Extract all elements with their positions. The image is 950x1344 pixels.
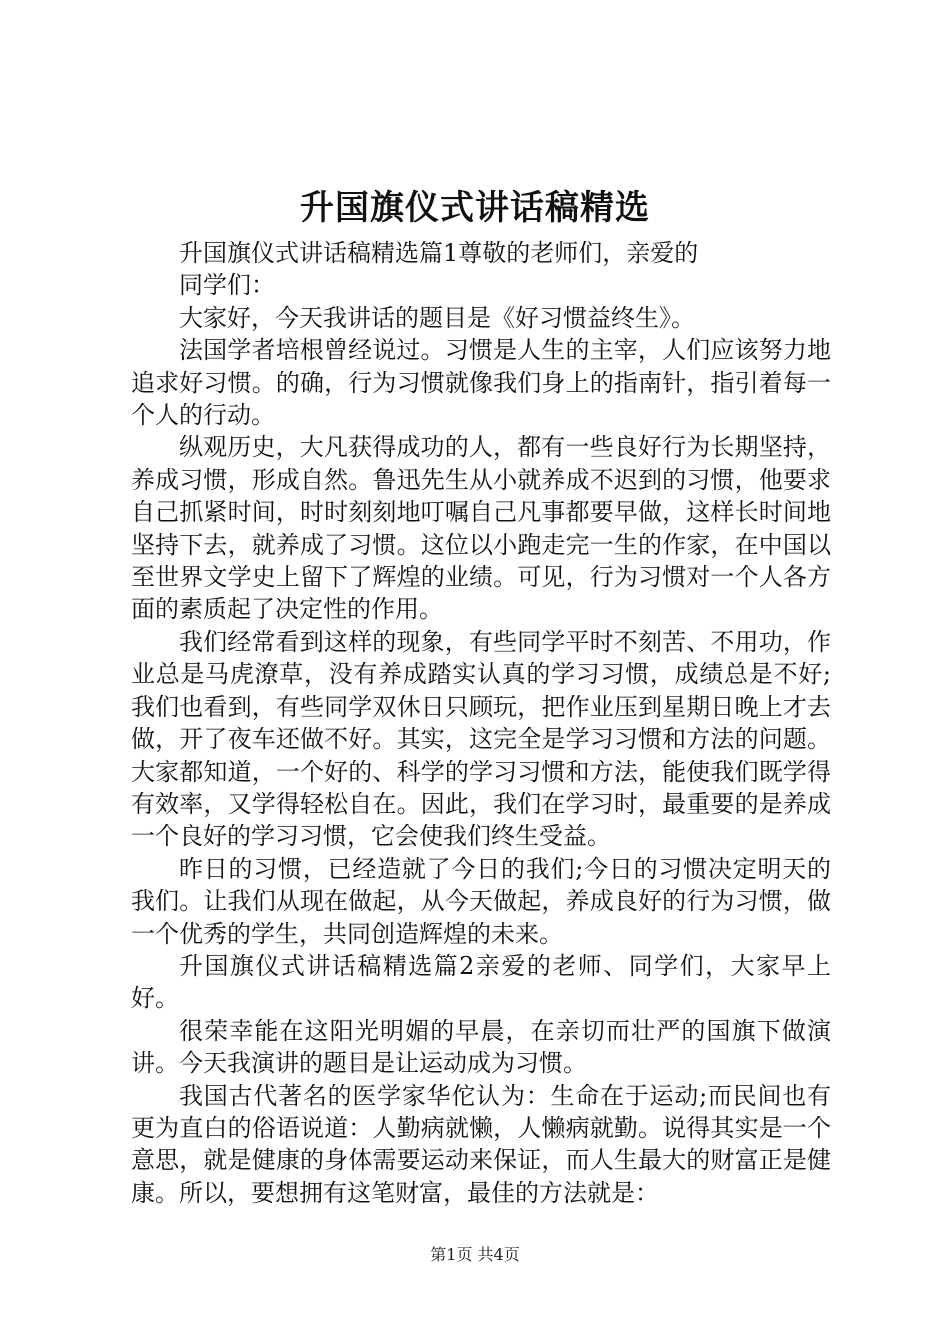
document-title: 升国旗仪式讲话稿精选 xyxy=(300,188,650,228)
paragraph-1: 升国旗仪式讲话稿精选篇1尊敬的老师们，亲爱的 xyxy=(179,239,699,267)
paragraph-10: 我国古代著名的医学家华佗认为：生命在于运动;而民间也有更为直白的俗语说道：人勤病就懒，人懒病就勤。说得其实是一个意思，就是健康的身体需要运动来保证，而人生最大的财富正是健康。所以，要想拥有这笔财富，最佳的方法就是： xyxy=(131,1081,831,1207)
paragraph-7: 昨日的习惯，已经造就了今日的我们;今日的习惯决定明天的我们。让我们从现在做起，从今天做起，养成良好的行为习惯，做一个优秀的学生，共同创造辉煌的未来。 xyxy=(131,854,831,948)
paragraph-8: 升国旗仪式讲话稿精选篇2亲爱的老师、同学们，大家早上好。 xyxy=(131,951,831,1013)
paragraph-5: 纵观历史，大凡获得成功的人，都有一些良好行为长期坚持，养成习惯，形成自然。鲁迅先生从小就养成不迟到的习惯，他要求自己抓紧时间，时时刻刻地叮嘱自己凡事都要早做，这样长时间地坚持下去，就养成了习惯。这位以小跑走完一生的作家，在中国以至世界文学史上留下了辉煌的业绩。可见，行为习惯对一个人各方面的素质起了决定性的作用。 xyxy=(131,433,831,624)
page-number-footer: 第1页 共4页 xyxy=(430,1245,520,1264)
paragraph-6: 我们经常看到这样的现象，有些同学平时不刻苦、不用功，作业总是马虎潦草，没有养成踏实认真的学习习惯，成绩总是不好;我们也看到，有些同学双休日只顾玩，把作业压到星期日晚上才去做，开了夜车还做不好。其实，这完全是学习习惯和方法的问题。大家都知道，一个好的、科学的学习习惯和方法，能使我们既学得有效率，又学得轻松自在。因此，我们在学习时，最重要的是养成一个良好的学习习惯，它会使我们终生受益。 xyxy=(131,627,831,851)
paragraph-4: 法国学者培根曾经说过。习惯是人生的主宰，人们应该努力地追求好习惯。的确，行为习惯就像我们身上的指南针，指引着每一个人的行动。 xyxy=(131,336,831,430)
paragraph-2: 同学们： xyxy=(179,271,275,300)
paragraph-9: 很荣幸能在这阳光明媚的早晨，在亲切而壮严的国旗下做演讲。今天我演讲的题目是让运动成为习惯。 xyxy=(131,1016,831,1078)
document-body xyxy=(131,237,831,1209)
paragraph-3: 大家好，今天我讲话的题目是《好习惯益终生》。 xyxy=(179,303,695,332)
